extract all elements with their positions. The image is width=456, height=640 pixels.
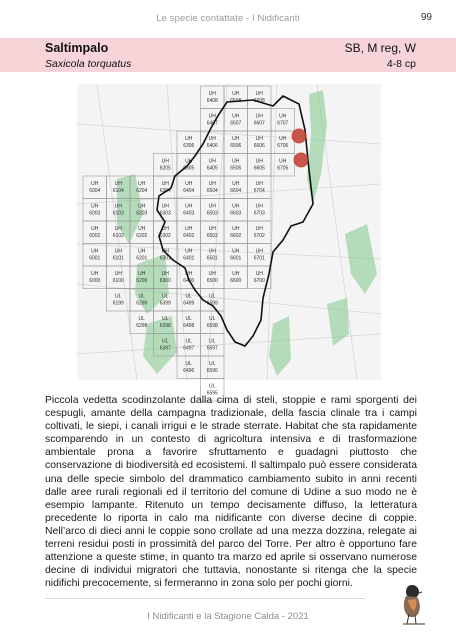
species-pairs-estimate: 4-8 cp	[386, 58, 416, 70]
grid-cell-zone-label: UH	[185, 203, 193, 210]
grid-cell-code-label: 6502	[206, 233, 218, 239]
grid-cell-zone-label: UH	[114, 271, 122, 277]
occurrence-marker	[292, 129, 307, 144]
grid-cell-code-label: 6001	[89, 255, 101, 262]
grid-cell-zone-label: UH	[232, 248, 240, 255]
grid-cell-zone-label: UH	[161, 226, 169, 232]
distribution-map-svg	[77, 84, 381, 397]
grid-cell-code-label: 6405	[206, 165, 218, 172]
grid-cell-zone-label: UL	[185, 338, 192, 345]
grid-cell-code-label: 6595	[206, 390, 218, 397]
species-status-codes: SB, M reg, W	[344, 41, 416, 55]
grid-cell-code-label: 6601	[230, 255, 242, 262]
grid-cell-zone-label: UH	[114, 248, 122, 255]
grid-cell-code-label: 6002	[89, 233, 101, 239]
grid-cell-code-label: 6600	[230, 278, 242, 284]
grid-cell-zone-label: UH	[232, 226, 240, 232]
grid-cell-code-label: 6401	[183, 255, 195, 262]
grid-cell-code-label: 6003	[89, 210, 101, 217]
grid-cell-code-label: 6201	[136, 255, 148, 262]
grid-cell-code-label: 6398	[159, 323, 171, 329]
grid-cell-zone-label: UL	[209, 316, 216, 322]
grid-cell-code-label: 6300	[159, 278, 171, 284]
grid-cell-zone-label: UH	[255, 91, 263, 97]
grid-cell-zone-label: UH	[232, 158, 240, 165]
grid-cell-code-label: 6404	[183, 188, 195, 194]
grid-cell-code-label: 6100	[112, 278, 124, 284]
grid-cell-zone-label: UH	[279, 158, 287, 165]
grid-cell-code-label: 6700	[253, 278, 265, 284]
grid-cell-code-label: 6301	[159, 255, 171, 262]
page-number: 99	[420, 12, 432, 23]
grid-cell-zone-label: UH	[161, 248, 169, 255]
grid-cell-code-label: 6399	[159, 300, 171, 307]
grid-cell-zone-label: UH	[279, 113, 287, 120]
grid-cell-zone-label: UH	[114, 226, 122, 232]
species-common-name: Saltimpalo	[45, 41, 109, 55]
grid-cell-zone-label: UH	[185, 271, 193, 277]
grid-cell-code-label: 6507	[230, 120, 242, 127]
grid-cell-code-label: 6604	[230, 188, 242, 194]
grid-cell-code-label: 6200	[136, 278, 148, 284]
grid-cell-code-label: 6608	[253, 98, 265, 104]
footer-title: I Nidificanti e la Stagione Calda - 2021	[147, 611, 309, 622]
grid-cell-code-label: 6406	[206, 143, 218, 149]
grid-cell-zone-label: UH	[255, 248, 263, 255]
grid-cell-zone-label: UH	[138, 226, 146, 232]
grid-cell-code-label: 6199	[112, 300, 124, 307]
grid-cell-code-label: 6596	[206, 368, 218, 374]
grid-cell-code-label: 6606	[253, 143, 265, 149]
grid-cell-zone-label: UH	[208, 203, 216, 210]
grid-cell-zone-label: UH	[185, 181, 193, 187]
grid-cell-zone-label: UL	[162, 338, 169, 345]
grid-cell-code-label: 6508	[230, 98, 242, 104]
grid-cell-zone-label: UH	[255, 158, 263, 165]
occurrence-marker	[294, 153, 309, 168]
grid-cell-code-label: 6498	[183, 323, 195, 329]
grid-cell-zone-label: UH	[279, 136, 287, 142]
grid-cell-code-label: 6400	[183, 278, 195, 284]
grid-cell-zone-label: UH	[208, 248, 216, 255]
species-description: Piccola vedetta scodinzolante dalla cima di steli, stoppie e rami sporgenti dei cespugli, amante della campagna tradizionale, della fascia clinale tra i campi coltivati, le siepi, i canali irrigui e le strade sterrate. Habitat che sta rapidamente scomparendo in un contesto di agricoltura intensiva e di trasformazione ambientale prona a favorire sfruttamento e guadagni piuttosto che conservazione di biodiversità ed ecosistemi. Il saltimpalo può essere considerata una delle specie simbolo del drammatico cambiamento subito in anni recenti dalle aree rurali regionali ed il territorio del comune di Udine a suo modo ne è esempio lampante. Ritenuto un tempo decisamente diffuso, la letteratura precedente lo riporta in calo ma nidificante con diverse decine di coppie. Nell’arco di dieci anni le coppie sono crollate ad una mezza dozzina, relegate ai terreni residui posti in prossimità del parco del Torre. Per altro è opportuno fare attenzione a queste stime, in quanto tra marzo ed aprile si osservano numerose decine di individui migratori che tuttavia, nonostante si ritenga che la specie nidifichi precocemente, si fermeranno in zona solo per pochi giorni.	[45, 395, 417, 590]
grid-cell-code-label: 6607	[253, 120, 265, 127]
grid-cell-zone-label: UH	[161, 181, 169, 187]
grid-cell-code-label: 6402	[183, 233, 195, 239]
grid-cell-zone-label: UH	[91, 181, 99, 187]
grid-cell-code-label: 6101	[112, 255, 124, 262]
grid-cell-zone-label: UH	[208, 113, 216, 120]
grid-cell-code-label: 6603	[230, 210, 242, 217]
grid-cell-zone-label: UL	[162, 316, 169, 322]
grid-cell-zone-label: UH	[232, 181, 240, 187]
grid-cell-code-label: 6704	[253, 188, 265, 194]
grid-cell-zone-label: UH	[138, 181, 146, 187]
grid-cell-zone-label: UH	[232, 113, 240, 120]
grid-cell-zone-label: UH	[91, 226, 99, 232]
grid-cell-code-label: 6707	[277, 120, 289, 127]
grid-cell-zone-label: UH	[255, 113, 263, 120]
grid-cell-code-label: 6506	[230, 143, 242, 149]
grid-cell-zone-label: UL	[209, 293, 216, 300]
grid-cell-code-label: 6701	[253, 255, 265, 262]
grid-cell-code-label: 6597	[206, 345, 218, 352]
grid-cell-zone-label: UH	[138, 271, 146, 277]
grid-cell-code-label: 6102	[112, 233, 124, 239]
grid-cell-zone-label: UH	[208, 136, 216, 142]
grid-cell-code-label: 6599	[206, 300, 218, 307]
grid-cell-code-label: 6306	[183, 143, 195, 149]
grid-cell-zone-label: UH	[161, 271, 169, 277]
grid-cell-zone-label: UH	[185, 136, 193, 142]
grid-cell-zone-label: UH	[138, 203, 146, 210]
grid-cell-zone-label: UL	[209, 361, 216, 367]
grid-cell-code-label: 6500	[206, 278, 218, 284]
footer-divider	[45, 598, 365, 599]
grid-cell-code-label: 6605	[253, 165, 265, 172]
grid-cell-code-label: 6103	[112, 210, 124, 217]
grid-cell-code-label: 6397	[159, 345, 171, 352]
grid-cell-code-label: 6203	[136, 210, 148, 217]
grid-cell-code-label: 6305	[183, 165, 195, 172]
grid-cell-code-label: 6302	[159, 233, 171, 239]
grid-cell-zone-label: UH	[208, 91, 216, 97]
grid-cell-zone-label: UH	[255, 203, 263, 210]
grid-cell-code-label: 6403	[183, 210, 195, 217]
species-latin-name: Saxicola torquatus	[45, 58, 132, 70]
grid-cell-zone-label: UH	[161, 203, 169, 210]
grid-cell-code-label: 6504	[206, 188, 218, 194]
grid-cell-code-label: 6299	[136, 300, 148, 307]
grid-cell-code-label: 6303	[159, 210, 171, 217]
grid-cell-code-label: 6204	[136, 188, 148, 194]
grid-cell-code-label: 6304	[159, 188, 171, 194]
grid-cell-code-label: 6501	[206, 255, 218, 262]
grid-cell-code-label: 6496	[183, 368, 195, 374]
grid-cell-code-label: 6503	[206, 210, 218, 217]
grid-cell-zone-label: UL	[209, 338, 216, 345]
grid-cell-zone-label: UL	[138, 293, 145, 300]
grid-cell-zone-label: UH	[232, 91, 240, 97]
grid-cell-zone-label: UH	[208, 181, 216, 187]
grid-cell-zone-label: UH	[91, 271, 99, 277]
grid-cell-zone-label: UH	[232, 271, 240, 277]
grid-cell-code-label: 6000	[89, 278, 101, 284]
grid-cell-zone-label: UH	[208, 226, 216, 232]
grid-cell-zone-label: UH	[232, 136, 240, 142]
grid-cell-code-label: 6497	[183, 345, 195, 352]
grid-cell-zone-label: UH	[114, 181, 122, 187]
grid-cell-zone-label: UH	[255, 181, 263, 187]
grid-cell-zone-label: UH	[255, 226, 263, 232]
bird-illustration	[395, 582, 429, 630]
grid-cell-zone-label: UH	[255, 136, 263, 142]
grid-cell-zone-label: UH	[91, 248, 99, 255]
running-header-title: Le specie contattate - I Nidificanti	[156, 13, 300, 24]
grid-cell-code-label: 6499	[183, 300, 195, 307]
distribution-map	[77, 84, 381, 397]
grid-cell-zone-label: UL	[185, 316, 192, 322]
grid-cell-zone-label: UH	[114, 203, 122, 210]
grid-cell-zone-label: UL	[138, 316, 145, 322]
grid-cell-zone-label: UH	[185, 158, 193, 165]
grid-cell-zone-label: UH	[208, 271, 216, 277]
grid-cell-code-label: 6706	[277, 143, 289, 149]
grid-cell-code-label: 6004	[89, 188, 101, 194]
grid-cell-zone-label: UH	[91, 203, 99, 210]
grid-cell-code-label: 6505	[230, 165, 242, 172]
grid-cell-code-label: 6407	[206, 120, 218, 127]
grid-cell-code-label: 6205	[159, 165, 171, 172]
grid-cell-zone-label: UL	[115, 293, 122, 300]
grid-cell-zone-label: UH	[161, 158, 169, 165]
grid-cell-code-label: 6598	[206, 323, 218, 329]
grid-cell-zone-label: UH	[138, 248, 146, 255]
grid-cell-zone-label: UH	[255, 271, 263, 277]
grid-cell-code-label: 6202	[136, 233, 148, 239]
grid-cell-zone-label: UL	[162, 293, 169, 300]
grid-cell-code-label: 6705	[277, 165, 289, 172]
grid-cell-code-label: 6104	[112, 188, 124, 194]
grid-cell-zone-label: UH	[208, 158, 216, 165]
grid-cell-code-label: 6602	[230, 233, 242, 239]
grid-cell-zone-label: UL	[185, 361, 192, 367]
grid-cell-code-label: 6408	[206, 98, 218, 104]
grid-cell-code-label: 6702	[253, 233, 265, 239]
grid-cell-zone-label: UH	[185, 226, 193, 232]
grid-cell-zone-label: UL	[209, 383, 216, 390]
grid-cell-code-label: 6703	[253, 210, 265, 217]
grid-cell-code-label: 6298	[136, 323, 148, 329]
grid-cell-zone-label: UL	[185, 293, 192, 300]
grid-cell-zone-label: UH	[185, 248, 193, 255]
grid-cell-zone-label: UH	[232, 203, 240, 210]
